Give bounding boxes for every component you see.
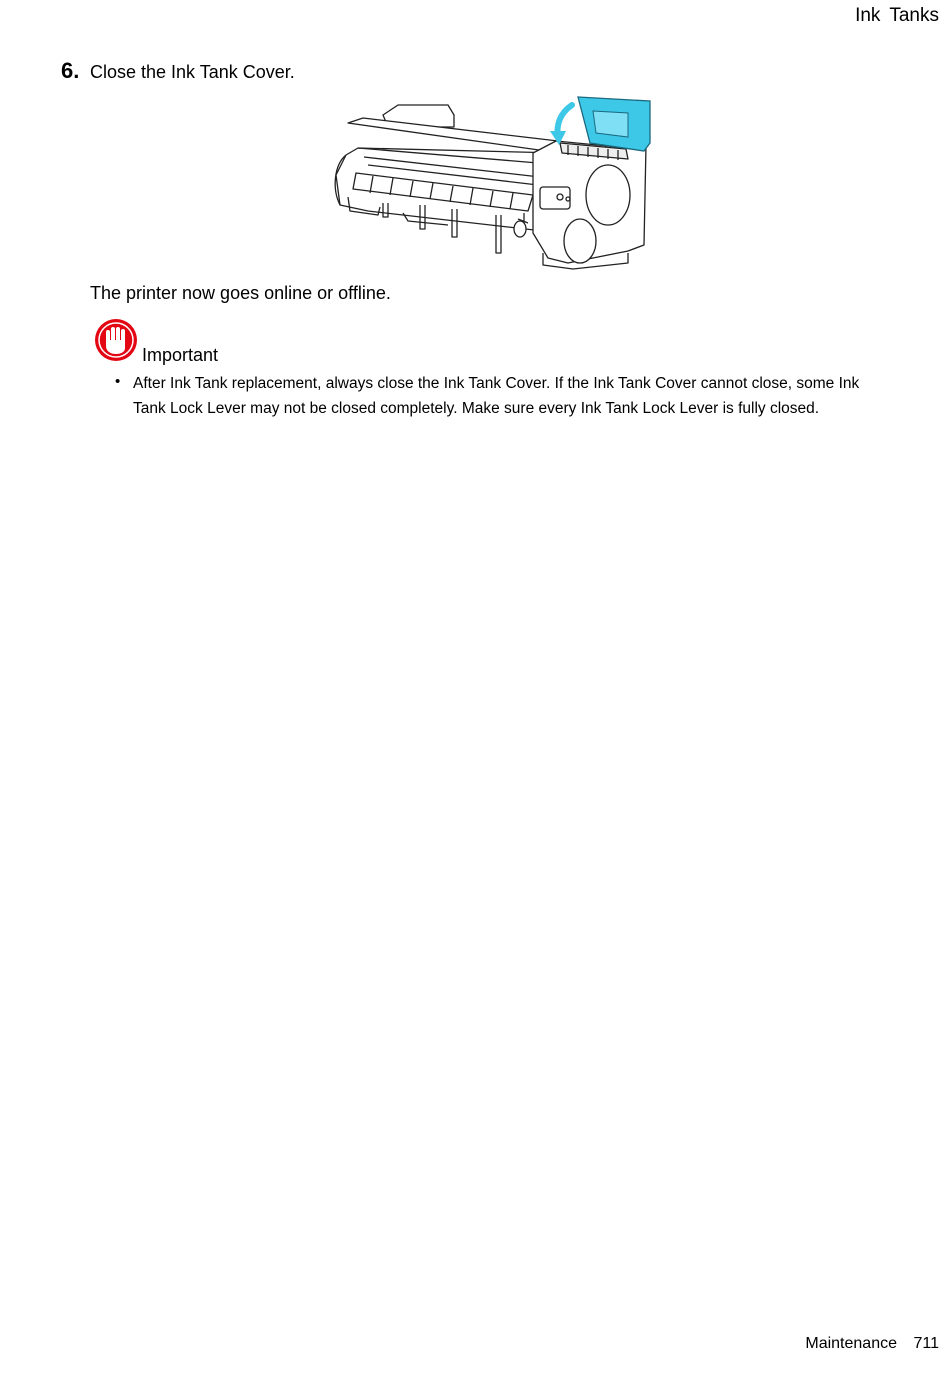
step-instruction: Close the Ink Tank Cover. [90,62,295,82]
important-note: After Ink Tank replacement, always close the Ink Tank Cover. If the Ink Tank Cover cannot close, some Ink Tank Lock Lever may not be closed completely. Make sure every Ink Tank Lock Lever is fully closed. [133,375,860,417]
page-number: 711 [913,1335,939,1352]
step-number: 6. [61,58,80,83]
note-bullet: • [115,373,121,390]
page-header-title: Ink Tanks [855,5,939,26]
printer-illustration [328,93,658,271]
footer-section-name: Maintenance [805,1335,897,1352]
stop-hand-icon [94,318,138,362]
step-result: The printer now goes online or offline. [90,283,391,303]
important-label: Important [142,345,219,365]
